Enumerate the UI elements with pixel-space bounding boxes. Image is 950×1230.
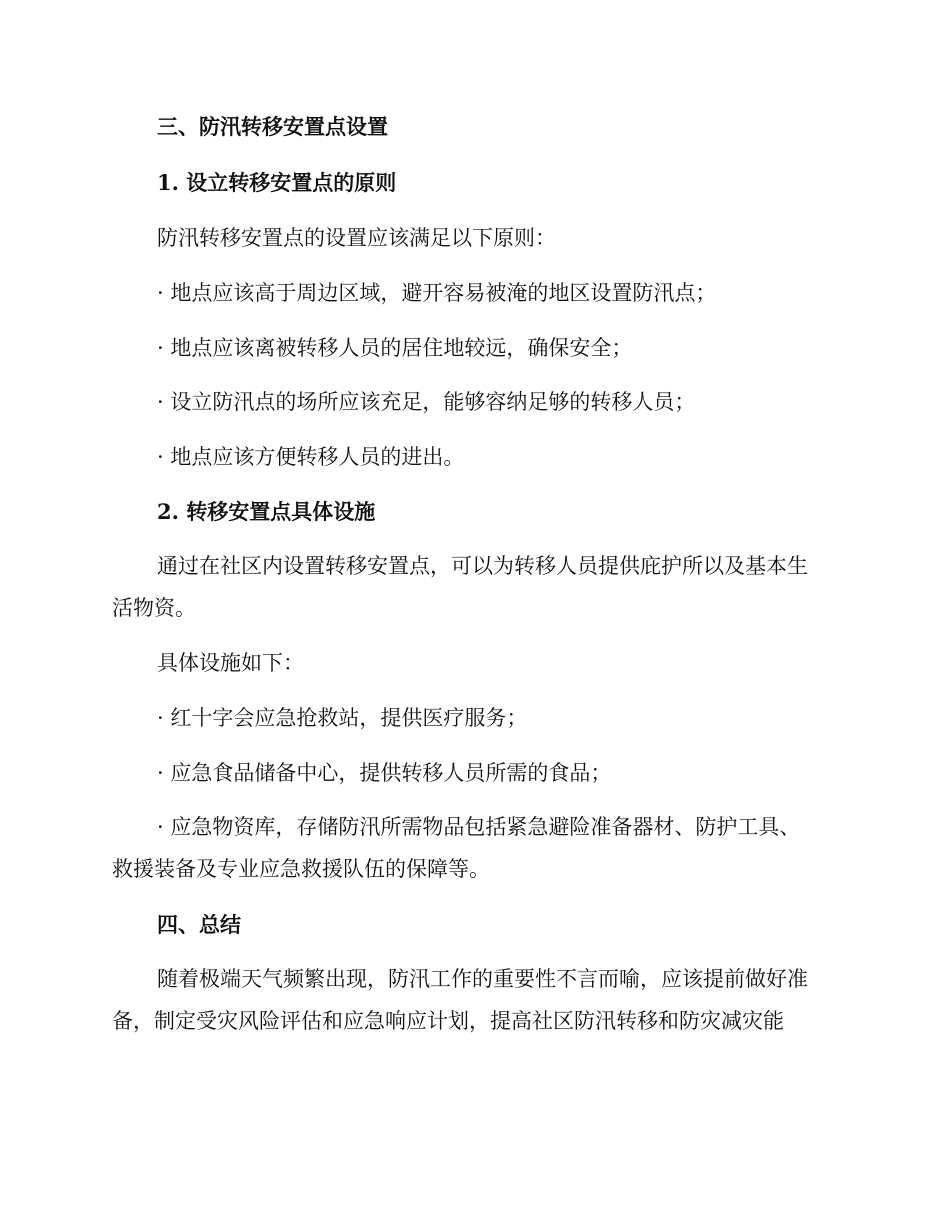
subheading-principles: 1. 设立转移安置点的原则	[157, 170, 397, 195]
paragraph-principles-intro: 防汛转移安置点的设置应该满足以下原则：	[157, 226, 556, 250]
bullet-item: · 地点应该高于周边区域，避开容易被淹的地区设置防汛点；	[157, 281, 717, 305]
paragraph-facilities-intro: 具体设施如下：	[157, 651, 304, 675]
section-heading-3: 三、防汛转移安置点设置	[157, 114, 388, 139]
bullet-item: · 设立防汛点的场所应该充足，能够容纳足够的转移人员；	[157, 390, 696, 414]
bullet-item-continuation: 救援装备及专业应急救援队伍的保障等。	[112, 857, 490, 881]
subheading-facilities: 2. 转移安置点具体设施	[157, 499, 376, 524]
paragraph-summary-line: 随着极端天气频繁出现，防汛工作的重要性不言而喻，应该提前做好准	[157, 967, 808, 991]
paragraph-facilities-line: 活物资。	[112, 596, 196, 620]
section-heading-4: 四、总结	[157, 912, 241, 937]
bullet-item: · 红十字会应急抢救站，提供医疗服务；	[157, 706, 528, 730]
bullet-item: · 应急食品储备中心，提供转移人员所需的食品；	[157, 761, 612, 785]
paragraph-summary-line: 备，制定受灾风险评估和应急响应计划，提高社区防汛转移和防灾减灾能	[112, 1009, 784, 1033]
bullet-item: · 地点应该方便转移人员的进出。	[157, 445, 465, 469]
bullet-item: · 应急物资库，存储防汛所需物品包括紧急避险准备器材、防护工具、	[157, 815, 801, 839]
bullet-item: · 地点应该离被转移人员的居住地较远，确保安全；	[157, 336, 633, 360]
paragraph-facilities-line: 通过在社区内设置转移安置点，可以为转移人员提供庇护所以及基本生	[157, 554, 808, 578]
